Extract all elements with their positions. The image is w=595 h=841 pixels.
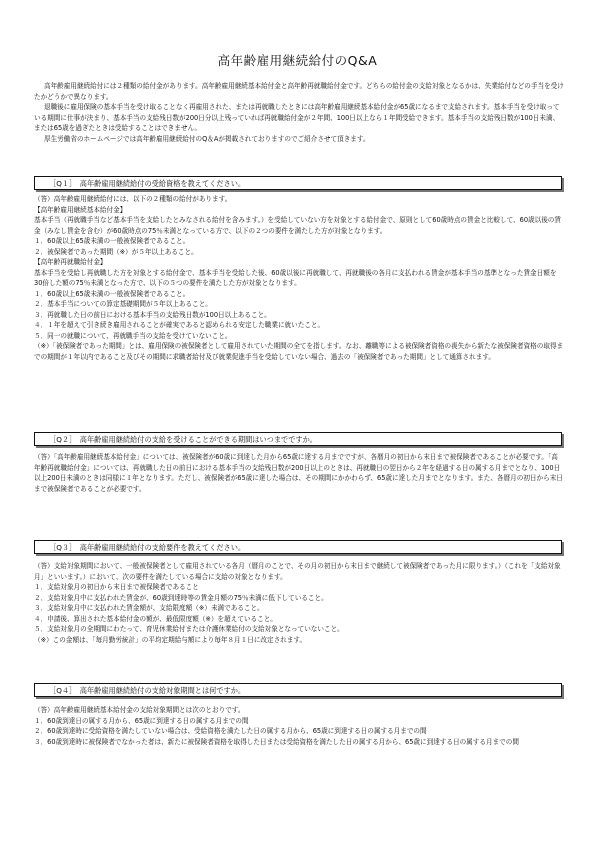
document-title: 高年齢雇用継続給付のQ&A bbox=[217, 53, 378, 68]
answer-list-item: １．60歳到達日の属する月から、65歳に到達する日の属する月までの間 bbox=[34, 716, 249, 725]
answer-list-item: １．60歳以上65歳未満の一般被保険者であること。 bbox=[34, 237, 190, 245]
intro-section bbox=[34, 81, 564, 144]
answer-q4 bbox=[34, 705, 564, 747]
answer-note: （※）この金額は、「毎月勤労統計」の平均定期給与額により毎年８月１日に改定されます。 bbox=[34, 635, 307, 644]
answer-list-item: ２．支給対象月中に支払われた賃金が、60歳到達時等の賃金月額の75％未満に低下していること。 bbox=[34, 593, 328, 602]
answer-subheading: 【高年齢再就職給付金】 bbox=[34, 258, 107, 266]
answer-line: 基本手当を受給し再就職した方を対象とする給付金で、基本手当を受給した後、60歳以後に再就職して、再就職後の各月に支払われる賃金が基本手当の基準となった賃金日額を30倍した額の75％未満となった方で、以下の５つの要件を満たした方が対象となります。 bbox=[34, 268, 557, 287]
answer-note: （※）「被保険者であった期間」とは、雇用保険の被保険者として雇用されていた期間の全てを指します。なお、離職等による被保険者資格の喪失から新たな被保険者資格の取得までの期間が１年以内であること及びその期間に求職者給付及び就業促進手当を受給していない場合、過去の「被保険者であった期間」として通算されます。 bbox=[34, 342, 564, 361]
answer-list-item: １．支給対象月の初日から末日まで被保険者であること bbox=[34, 583, 199, 591]
question-box-q4: ［Q４］ 高年齢雇用継続給付の支給対象期間とは何ですか。 bbox=[34, 683, 562, 697]
answer-list-item: ５．支給対象月の全期間にわたって、育児休業給付または介護休業給付の支給対象となっていないこと。 bbox=[34, 625, 344, 633]
answer-line: （答）支給対象期間において、一般被保険者として雇用されている各月（暦月のことで、その月の初日から末日まで継続して被保険者であった月に限ります。）（これを「支給対象月」といいます。）において、次の要件を満たしている場合に支給の対象となります。 bbox=[34, 562, 561, 581]
answer-list-item: ２．基本手当についての算定基礎期間が５年以上あること。 bbox=[34, 300, 212, 308]
question-box-q3: ［Q３］ 高年齢雇用継続給付の支給要件を教えてください。 bbox=[34, 540, 562, 554]
answer-list-item: ５．同一の就職について、再就職手当の支給を受けていないこと。 bbox=[34, 331, 232, 340]
answer-list-item: ２．被保険者であった期間（※）が５年以上あること。 bbox=[34, 247, 198, 256]
question-box-q1: ［Q１］ 高年齢雇用継続給付の受給資格を教えてください。 bbox=[34, 176, 562, 190]
answer-list-item: ４．申請後、算出された基本給付金の額が、最低限度額（※）を超えていること。 bbox=[34, 614, 277, 623]
answer-q1 bbox=[34, 194, 564, 362]
answer-line: （答）「高年齢雇用継続基本給付金」については、被保険者が60歳に到達した月から65歳に達する月までですが、各暦月の初日から末日まで被保険者であることが必要です。「高年齢再就職給付金」については、再就職した日の前日における基本手当の支給残日数が200日以上のときは、再就職日の翌日から２年を経過する日の属する月までとなり、100日以上200日未満のときは同様に１年となります。ただし、被保険者が65歳に達した場合は、その期間にかかわらず、65歳に達した月までとなります。また、各暦月の初日から末日まで被保険者であることが必要です。 bbox=[34, 453, 563, 493]
question-box-q2: ［Q２］ 高年齢雇用継続給付の支給を受けることができる期間はいつまでですか。 bbox=[34, 432, 562, 446]
intro-paragraph: 退職後に雇用保険の基本手当を受け取ることなく再雇用された、または再就職したときには高年齢雇用継続基本給付金が65歳になるまで支給されます。基本手当を受け取っている期間に仕事が決まり、基本手当の支給残日数が200日分以上残っていれば再就職給付金が２年間、100日以上なら１年間受給できます。基本手当の支給残日数が100日未満、または65歳を過ぎたときは受給することはできません。 bbox=[34, 103, 560, 132]
answer-list-item: ３．支給対象月中に支払われた賃金額が、支給限度額（※）未満であること。 bbox=[34, 604, 264, 612]
answer-line: 基本手当（再就職手当など基本手当を支給したとみなされる給付を含みます。）を受給していない方を対象とする給付金で、原則として60歳時点の賃金と比較して、60歳以後の賃金（みなし賃金を含む）が60歳時点の75％未満となっている方で、以下の２つの要件を満たした方が対象となります。 bbox=[34, 216, 561, 235]
answer-line: （答）高年齢雇用継続給付には、以下の２種類の給付があります。 bbox=[34, 195, 232, 203]
intro-paragraph: 高年齢雇用継続給付には２種類の給付金があります。高年齢雇用継続基本給付金と高年齢再就職給付金です。どちらの給付金の支給対象となるかは、失業給付などの手当を受けたかどうかで異なります。 bbox=[34, 82, 564, 101]
answer-list-item: ４．１年を超えて引き続き雇用されることが確実であると認められる安定した職業に就いたこと。 bbox=[34, 321, 325, 329]
answer-list-item: ３．再就職した日の前日における基本手当の支給残日数が100日以上あること。 bbox=[34, 310, 271, 319]
answer-q3 bbox=[34, 561, 564, 645]
intro-paragraph: 厚生労働省のホームページでは高年齢雇用継続給付のQ＆Aが掲載されておりますのでご紹介させて頂きます。 bbox=[44, 134, 370, 143]
answer-list-item: １．60歳以上65歳未満の一般被保険者であること。 bbox=[34, 289, 190, 298]
answer-list-item: ２．60歳到達時に受給資格を満たしていない場合は、受給資格を満たした日の属する月から、65歳に到達する日の属する月までの間 bbox=[34, 727, 427, 735]
answer-list-item: ３．60歳到達時に被保険者でなかった者は、新たに被保険者資格を取得した日または受給資格を満たした日の属する月から、65歳に到達する日の属する月までの間 bbox=[34, 737, 519, 746]
answer-line: （答）高年齢雇用継続基本給付金の支給対象期間とは次のとおりです。 bbox=[34, 706, 245, 714]
answer-q2 bbox=[34, 452, 564, 494]
answer-subheading: 【高年齢雇用継続基本給付金】 bbox=[34, 205, 127, 214]
